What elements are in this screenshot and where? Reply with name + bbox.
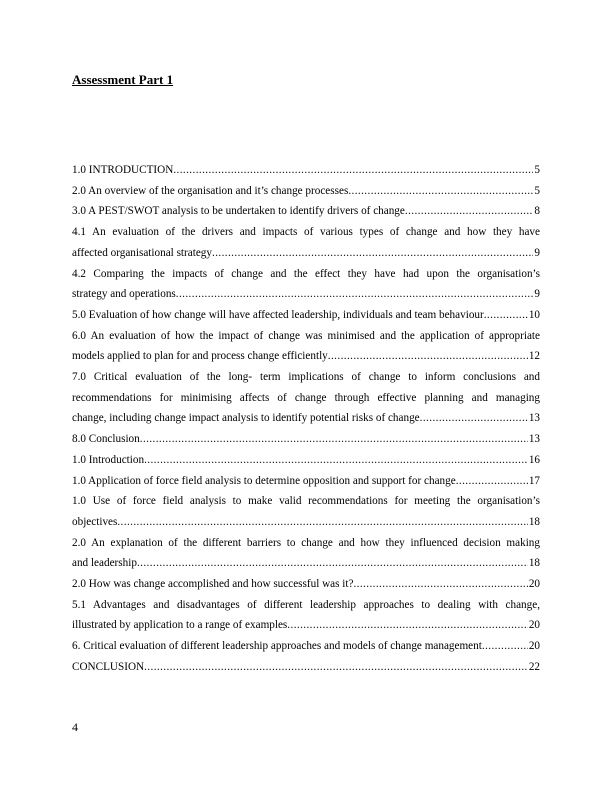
- toc-page-number: 18: [528, 557, 540, 570]
- toc-entry[interactable]: [72, 471, 540, 492]
- toc-leader-dots: [173, 160, 533, 181]
- toc-entry[interactable]: [72, 657, 540, 678]
- toc-entry-text: 1.0 Introduction: [72, 453, 145, 466]
- toc-entry[interactable]: [72, 595, 540, 636]
- toc-page-number: 20: [528, 578, 540, 591]
- toc-entry-text: 6. Critical evaluation of different leadership approaches and models of change management: [72, 640, 482, 653]
- toc-entry-text: strategy and operations: [72, 288, 176, 301]
- toc-entry-text: and leadership: [72, 557, 137, 570]
- toc-entry-text: 4.2 Comparing the impacts of change and the effect they have had upon the organisation’s: [72, 267, 540, 280]
- toc-entry-text: 3.0 A PEST/SWOT analysis to be undertaken to identify drivers of change: [72, 205, 405, 218]
- toc-leader-dots: [482, 636, 528, 657]
- toc-leader-dots: [117, 512, 527, 533]
- toc-entry[interactable]: [72, 367, 540, 429]
- toc-page-number: 18: [528, 515, 540, 528]
- toc-page-number: 20: [528, 640, 540, 653]
- toc-page-number: 22: [528, 660, 540, 673]
- toc-entry-text: affected organisational strategy: [72, 246, 212, 259]
- toc-entry-text: 6.0 An evaluation of how the impact of change was minimised and the application of appropriate: [72, 329, 540, 342]
- toc-entry[interactable]: [72, 160, 540, 181]
- toc-entry[interactable]: [72, 491, 540, 532]
- page-heading: Assessment Part 1: [72, 72, 174, 87]
- toc-entry[interactable]: [72, 429, 540, 450]
- toc-entry[interactable]: [72, 326, 540, 367]
- toc-leader-dots: [328, 346, 528, 367]
- toc-page-number: 9: [534, 246, 540, 259]
- toc-page-number: 20: [528, 619, 540, 632]
- toc-leader-dots: [176, 284, 534, 305]
- toc-page-number: 5: [534, 164, 540, 176]
- toc-leader-dots: [137, 553, 528, 574]
- toc-entry-text: 7.0 Critical evaluation of the long- term implications of change to inform conclusions and: [72, 371, 540, 384]
- toc-entry-text: 1.0 INTRODUCTION: [72, 164, 174, 176]
- toc-entry-text: objectives: [72, 515, 118, 528]
- toc-leader-dots: [144, 450, 528, 471]
- toc-entry[interactable]: [72, 574, 540, 595]
- toc-leader-dots: [456, 471, 528, 492]
- toc-entry-text: models applied to plan for and process change efficiently: [72, 350, 328, 363]
- toc-leader-dots: [348, 181, 533, 202]
- toc-leader-dots: [140, 429, 528, 450]
- toc-leader-dots: [144, 657, 528, 678]
- toc-leader-dots: [420, 408, 528, 429]
- toc-entry[interactable]: [72, 181, 540, 202]
- toc-leader-dots: [484, 305, 528, 326]
- toc-entry-text: 1.0 Application of force field analysis to determine opposition and support for change: [72, 474, 456, 487]
- toc-entry-text: 8.0 Conclusion: [72, 433, 140, 446]
- toc-page-number: 8: [534, 205, 540, 218]
- toc-page-number: 13: [528, 412, 540, 425]
- toc-entry[interactable]: [72, 201, 540, 222]
- toc-entry[interactable]: [72, 264, 540, 305]
- toc-entry-text: 2.0 An explanation of the different barriers to change and how they influenced decision making: [72, 536, 540, 549]
- toc-entry-text: 5.1 Advantages and disadvantages of different leadership approaches to dealing with change,: [72, 598, 540, 611]
- toc-entry-text: CONCLUSION: [72, 660, 145, 673]
- toc-entry-text: 2.0 How was change accomplished and how successful was it?: [72, 578, 354, 591]
- toc-entry-text: change, including change impact analysis to identify potential risks of change: [72, 412, 420, 425]
- toc-page-number: 16: [528, 453, 540, 466]
- toc-entry[interactable]: [72, 450, 540, 471]
- toc-page-number: 12: [528, 350, 540, 363]
- toc-entry-text: 5.0 Evaluation of how change will have affected leadership, individuals and team behaviour: [72, 308, 484, 321]
- toc-page-number: 17: [528, 474, 540, 487]
- toc-page-number: 5: [534, 184, 540, 197]
- table-of-contents: [72, 160, 540, 678]
- toc-page-number: 13: [528, 433, 540, 446]
- toc-entry-text: 4.1 An evaluation of the drivers and impacts of various types of change and how they have: [72, 226, 540, 239]
- toc-entry-text: illustrated by application to a range of examples: [72, 619, 288, 632]
- toc-entry[interactable]: [72, 636, 540, 657]
- toc-entry[interactable]: [72, 222, 540, 263]
- toc-entry-text: 2.0 An overview of the organisation and it’s change processes: [72, 184, 349, 197]
- toc-entry-text: recommendations for minimising affects of change through effective planning and managing: [72, 391, 540, 404]
- toc-page-number: 10: [528, 308, 540, 321]
- toc-leader-dots: [287, 615, 528, 636]
- toc-entry-text: 1.0 Use of force field analysis to make valid recommendations for meeting the organisation’s: [72, 495, 540, 508]
- page-number: 4: [72, 720, 78, 734]
- toc-page-number: 9: [534, 288, 540, 301]
- toc-entry[interactable]: [72, 533, 540, 574]
- toc-leader-dots: [353, 574, 527, 595]
- toc-leader-dots: [405, 201, 534, 222]
- toc-entry[interactable]: [72, 305, 540, 326]
- toc-leader-dots: [212, 243, 533, 264]
